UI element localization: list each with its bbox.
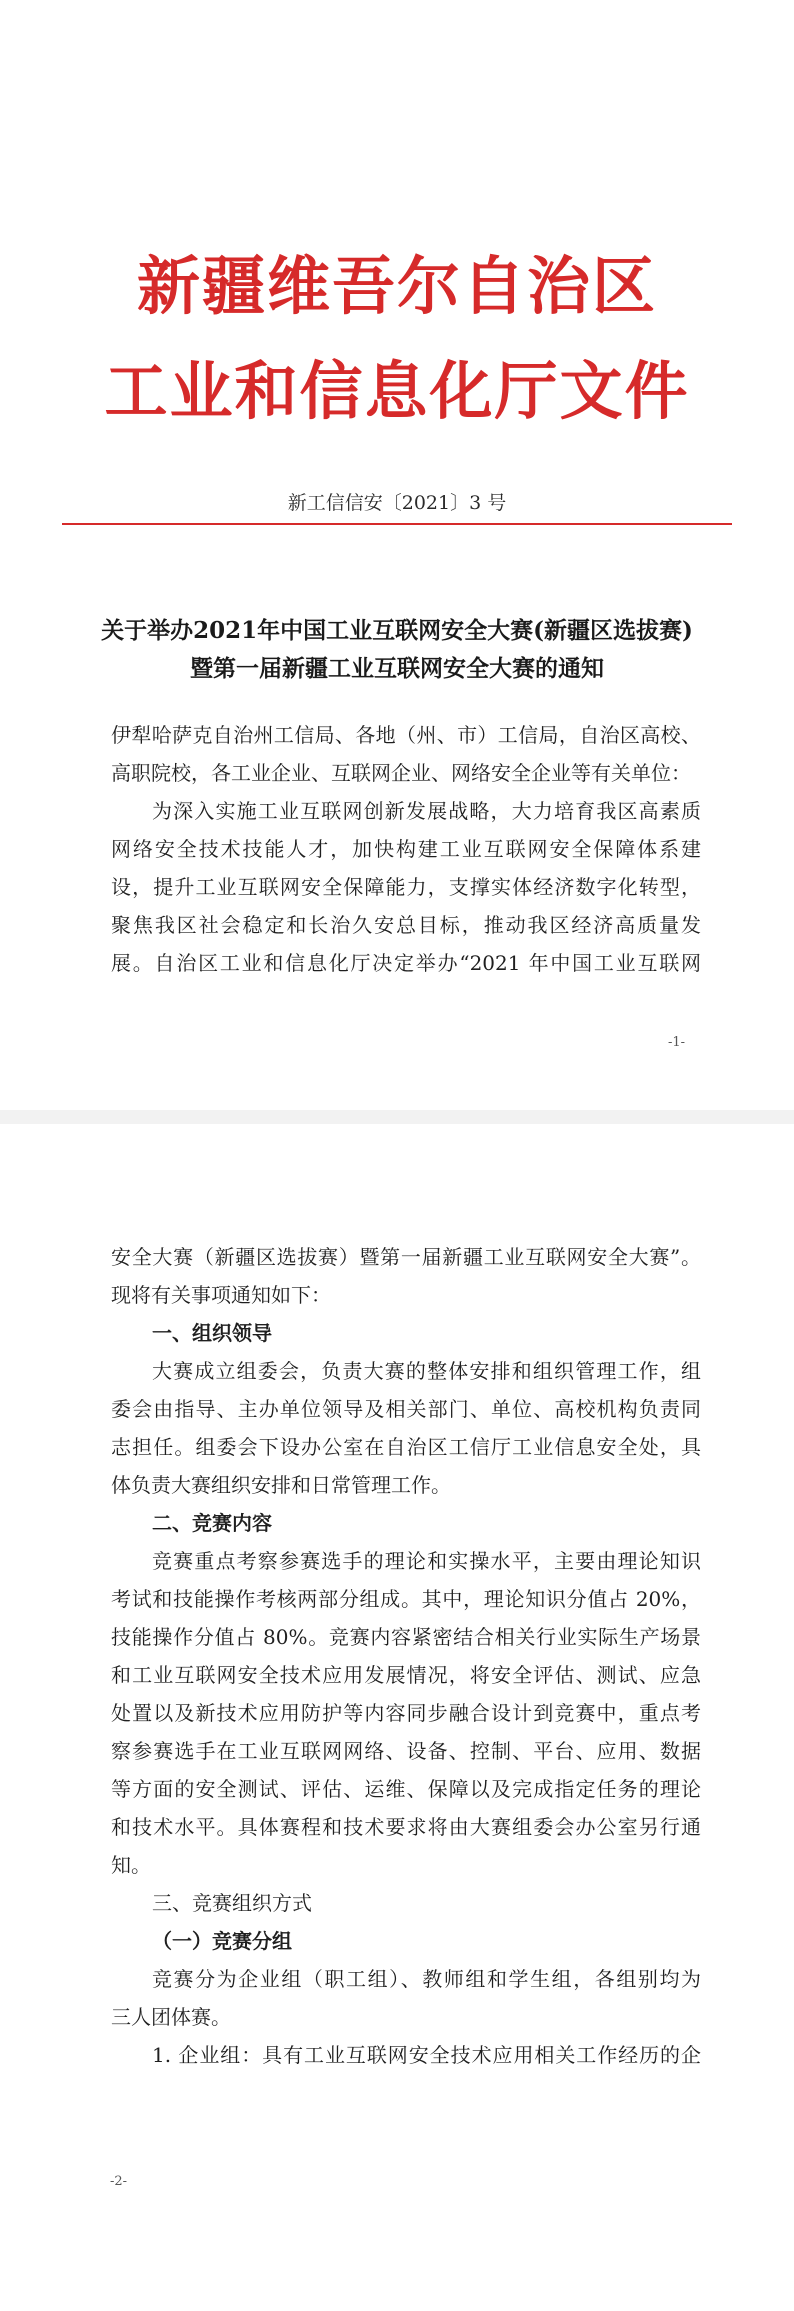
paragraph-line: 志担任。组委会下设办公室在自治区工信厅工业信息安全处，具 xyxy=(111,1435,701,1459)
paragraph-line: 现将有关事项通知如下： xyxy=(111,1283,331,1307)
paragraph-line: 委会由指导、主办单位领导及相关部门、单位、高校机构负责同 xyxy=(111,1397,701,1421)
section-heading: 一、组织领导 xyxy=(152,1321,272,1345)
paragraph-line: 展。自治区工业和信息化厅决定举办“2021 年中国工业互联网 xyxy=(111,951,701,975)
red-divider-line xyxy=(62,523,732,525)
issuer-name-line1: 新疆维吾尔自治区 xyxy=(137,250,657,323)
notice-title-line2: 暨第一届新疆工业互联网安全大赛的通知 xyxy=(190,655,604,682)
paragraph-line: 网络安全技术技能人才，加快构建工业互联网安全保障体系建 xyxy=(111,837,701,861)
paragraph-line: 处置以及新技术应用防护等内容同步融合设计到竞赛中，重点考 xyxy=(111,1701,701,1725)
paragraph-line: 聚焦我区社会稳定和长治久安总目标，推动我区经济高质量发 xyxy=(111,913,701,937)
paragraph-line: 大赛成立组委会，负责大赛的整体安排和组织管理工作，组 xyxy=(152,1359,701,1383)
paragraph-line: 竞赛重点考察参赛选手的理论和实操水平，主要由理论知识 xyxy=(152,1549,701,1573)
page-number: -2- xyxy=(110,2174,128,2189)
document-page-1 xyxy=(0,0,794,1110)
subsection-heading: （一）竞赛分组 xyxy=(152,1929,292,1953)
addressee-line: 高职院校，各工业企业、互联网企业、网络安全企业等有关单位： xyxy=(111,761,691,785)
issuer-name-line2: 工业和信息化厅文件 xyxy=(104,355,690,428)
paragraph-line: 体负责大赛组织安排和日常管理工作。 xyxy=(111,1473,451,1497)
page2-body xyxy=(111,1238,701,2074)
paragraph-line: 和技术水平。具体赛程和技术要求将由大赛组委会办公室另行通 xyxy=(111,1815,701,1839)
paragraph-line: 安全大赛（新疆区选拔赛）暨第一届新疆工业互联网安全大赛”。 xyxy=(111,1245,701,1269)
document-number: 新工信信安〔2021〕3 号 xyxy=(287,492,507,514)
paragraph-line: 设，提升工业互联网安全保障能力，支撑实体经济数字化转型， xyxy=(111,875,701,899)
page-number: -1- xyxy=(668,1035,686,1050)
paragraph-line: 察参赛选手在工业互联网网络、设备、控制、平台、应用、数据 xyxy=(111,1739,701,1763)
paragraph-line: 技能操作分值占 80%。竞赛内容紧密结合相关行业实际生产场景 xyxy=(111,1625,701,1649)
paragraph-line: 三人团体赛。 xyxy=(111,2005,231,2029)
section-heading: 三、竞赛组织方式 xyxy=(152,1891,312,1915)
paragraph-line: 1. 企业组：具有工业互联网安全技术应用相关工作经历的企 xyxy=(152,2043,701,2067)
page-gap xyxy=(0,1110,794,1124)
paragraph-line: 为深入实施工业互联网创新发展战略，大力培育我区高素质 xyxy=(152,799,701,823)
paragraph-line: 知。 xyxy=(111,1853,151,1877)
section-heading: 二、竞赛内容 xyxy=(152,1511,272,1535)
paragraph-line: 和工业互联网安全技术应用发展情况，将安全评估、测试、应急 xyxy=(111,1663,701,1687)
notice-title-line1: 关于举办2021年中国工业互联网安全大赛(新疆区选拔赛) xyxy=(101,617,693,644)
addressee-line: 伊犁哈萨克自治州工信局、各地（州、市）工信局，自治区高校、 xyxy=(111,723,701,747)
document-page-2 xyxy=(0,1124,794,2311)
paragraph-line: 考试和技能操作考核两部分组成。其中，理论知识分值占 20%， xyxy=(111,1587,701,1611)
paragraph-line: 等方面的安全测试、评估、运维、保障以及完成指定任务的理论 xyxy=(111,1777,701,1801)
page1-body xyxy=(111,716,701,982)
paragraph-line: 竞赛分为企业组（职工组）、教师组和学生组，各组别均为 xyxy=(152,1967,701,1991)
